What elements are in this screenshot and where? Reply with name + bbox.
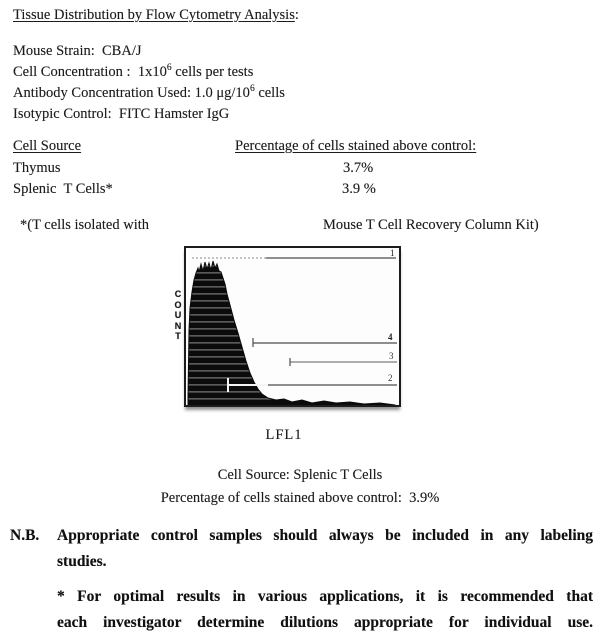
table-row-thymus-value: 3.7% [343,160,374,176]
superscript-6: 6 [166,63,172,74]
page-title-colon: : [294,7,299,23]
marker-label-3: 3 [389,351,394,361]
table-header-percentage: Percentage of cells stained above control: [235,138,477,154]
x-axis-caption-lfl1: LFL1 [265,427,303,443]
count-letter: O [174,299,182,310]
info-antibody-concentration: Antibody Concentration Used: 1.0 $\mu g/10^6$ cells [13,84,285,101]
info-isotypic-control: Isotypic Control: FITC Hamster IgG [13,106,230,122]
y-axis-label-count [172,289,184,342]
marker-label-4: 4 [388,332,393,342]
table-row-splenic-value: 3.9 % [342,181,376,197]
page-title [13,6,299,24]
nb-line-1: Appropriate control samples should always be included in any labeling [57,527,593,544]
figure-caption-cell-source: Cell Source: Splenic T Cells [217,467,383,483]
nb-paragraph [57,523,593,575]
histogram-plot [184,246,401,407]
table-row-thymus-source: Thymus [13,160,61,176]
table-row-splenic-source: Splenic T Cells* [13,181,113,197]
count-letter: C [174,289,182,299]
count-letter: T [175,331,181,341]
table-header-cell-source: Cell Source [13,138,82,154]
superscript-6: 6 [249,84,255,95]
count-letter: U [174,310,182,320]
star-line-2: each investigator determine dilutions appropriate for individual use. [57,614,593,631]
nb-label: N.B. [10,527,40,544]
info-cell-concentration: Cell Concentration : $1x10^6$ cells per tests [13,63,254,80]
star-line-1: * For optimal results in various applications, it is recommended that [57,588,593,605]
marker-label-1: 1 [390,248,395,258]
footnote-right: Mouse T Cell Recovery Column Kit) [323,217,539,233]
footnote-left: *(T cells isolated with [20,217,149,233]
info-mouse-strain: Mouse Strain: CBA/J [13,43,142,59]
marker-label-2: 2 [388,373,393,383]
histogram-svg [184,246,401,407]
star-paragraph [57,584,593,636]
count-letter: N [174,320,182,331]
nb-line-2: studies. [57,553,107,570]
page-title-text: Tissue Distribution by Flow Cytometry Analysis [13,7,295,23]
figure-caption-percentage: Percentage of cells stained above control: 3.9% [160,490,440,506]
